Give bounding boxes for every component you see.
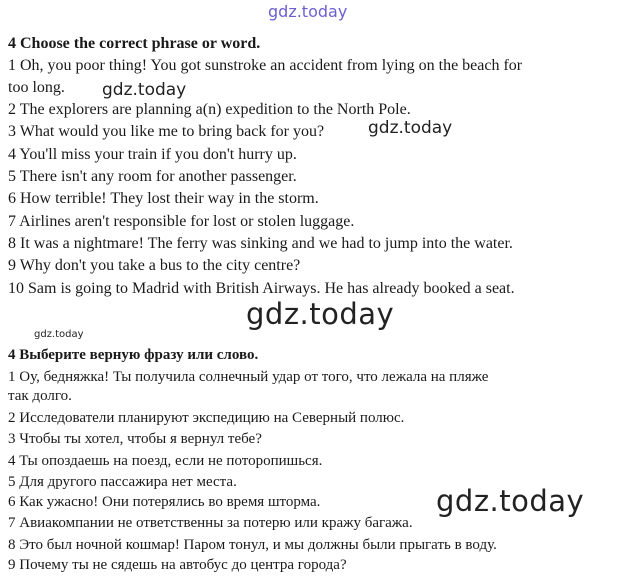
english-line: too long. <box>8 79 65 96</box>
watermark-center: gdz.today <box>246 297 395 331</box>
russian-heading: 4 Выберите верную фразу или слово. <box>8 347 259 363</box>
russian-line: 3 Чтобы ты хотел, чтобы я вернул тебе? <box>8 431 262 447</box>
english-line: 10 Sam is going to Madrid with British Airways. He has already booked a seat. <box>8 280 515 297</box>
russian-line: 9 Почему ты не сядешь на автобус до центра города? <box>8 557 347 573</box>
russian-line: 4 Ты опоздаешь на поезд, если не поторопишься. <box>8 453 323 469</box>
russian-line: так долго. <box>8 388 72 404</box>
watermark-bottom-right: gdz.today <box>436 484 585 518</box>
english-line: 7 Airlines aren't responsible for lost or stolen luggage. <box>8 213 355 230</box>
russian-line: 8 Это был ночной кошмар! Паром тонул, и мы должны были прыгать в воду. <box>8 537 497 553</box>
russian-line: 7 Авиакомпании не ответственны за потерю или кражу багажа. <box>8 515 413 531</box>
english-line: 1 Oh, you poor thing! You got sunstroke an accident from lying on the beach for <box>8 57 523 74</box>
russian-line: 2 Исследователи планируют экспедицию на Северный полюс. <box>8 410 405 426</box>
russian-line: 6 Как ужасно! Они потерялись во время шторма. <box>8 494 321 510</box>
english-line: 4 You'll miss your train if you don't hurry up. <box>8 146 297 163</box>
english-line: 8 It was a nightmare! The ferry was sinking and we had to jump into the water. <box>8 235 513 252</box>
watermark-small: gdz.today <box>34 329 84 340</box>
english-line: 6 How terrible! They lost their way in the storm. <box>8 190 319 207</box>
watermark-inline: gdz.today <box>102 80 187 100</box>
english-line: 3 What would you like me to bring back for you? <box>8 123 325 140</box>
russian-line: 1 Оу, бедняжка! Ты получила солнечный удар от того, что лежала на пляже <box>8 369 489 385</box>
english-line: 2 The explorers are planning a(n) expedition to the North Pole. <box>8 101 411 118</box>
watermark-inline: gdz.today <box>368 118 453 138</box>
english-heading: 4 Choose the correct phrase or word. <box>8 35 261 52</box>
watermark-top: gdz.today <box>268 2 348 21</box>
russian-line: 5 Для другого пассажира нет места. <box>8 474 237 490</box>
english-line: 9 Why don't you take a bus to the city centre? <box>8 257 301 274</box>
english-line: 5 There isn't any room for another passenger. <box>8 168 297 185</box>
